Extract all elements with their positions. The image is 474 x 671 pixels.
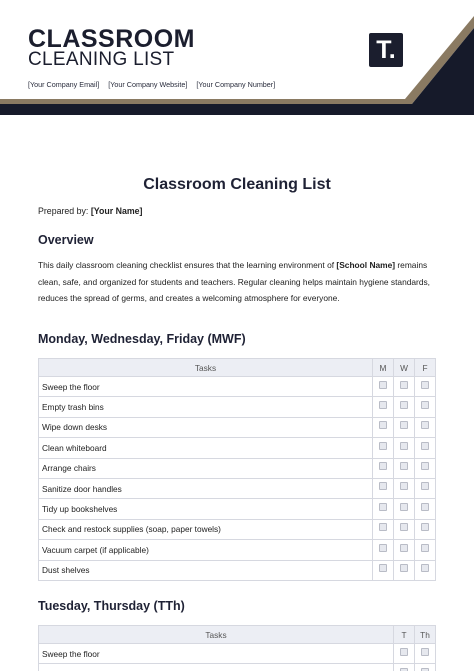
header-title-line1: CLASSROOM xyxy=(28,25,195,53)
mwf-table-body xyxy=(39,377,436,581)
task-checkbox[interactable] xyxy=(379,503,387,511)
checkbox-cell xyxy=(415,397,436,417)
mwf-table xyxy=(38,358,436,581)
table-row xyxy=(39,438,436,458)
task-checkbox[interactable] xyxy=(400,462,408,470)
task-checkbox[interactable] xyxy=(421,401,429,409)
day-column-header: F xyxy=(415,359,436,377)
company-logo: T. xyxy=(369,33,403,67)
task-label xyxy=(39,664,394,671)
table-row xyxy=(39,478,436,498)
task-checkbox[interactable] xyxy=(379,421,387,429)
overview-text-2: remains clean, safe, and organized for students and teachers. Regular cleaning helps maintain hygiene standards, reduces the spread of germs, and creates a welcoming atmosphere for everyone. xyxy=(38,260,431,303)
company-website: [Your Company Website] xyxy=(108,80,188,89)
table-header-row xyxy=(39,359,436,377)
page-header xyxy=(0,0,474,115)
checkbox-cell xyxy=(415,438,436,458)
checkbox-cell xyxy=(373,438,394,458)
company-email: [Your Company Email] xyxy=(28,80,100,89)
checkbox-cell xyxy=(394,377,415,397)
task-checkbox[interactable] xyxy=(400,381,408,389)
checkbox-cell xyxy=(373,417,394,437)
task-checkbox[interactable] xyxy=(379,523,387,531)
table-row xyxy=(39,397,436,417)
checkbox-cell xyxy=(415,417,436,437)
task-label: Empty trash bins xyxy=(39,397,373,417)
checkbox-cell xyxy=(394,458,415,478)
company-number: [Your Company Number] xyxy=(196,80,276,89)
checkbox-cell xyxy=(373,499,394,519)
checkbox-cell xyxy=(373,397,394,417)
task-label: Sanitize door handles xyxy=(39,478,373,498)
task-checkbox[interactable] xyxy=(421,482,429,490)
task-checkbox[interactable] xyxy=(421,462,429,470)
checkbox-cell xyxy=(373,560,394,580)
checkbox-cell xyxy=(415,458,436,478)
checkbox-cell xyxy=(394,478,415,498)
table-row xyxy=(39,499,436,519)
table-row xyxy=(39,560,436,580)
task-checkbox[interactable] xyxy=(379,482,387,490)
task-checkbox[interactable] xyxy=(421,381,429,389)
task-checkbox[interactable] xyxy=(400,564,408,572)
checkbox-cell xyxy=(394,438,415,458)
checkbox-cell xyxy=(415,478,436,498)
task-checkbox[interactable] xyxy=(421,544,429,552)
checkbox-cell xyxy=(394,519,415,539)
task-label: Tidy up bookshelves xyxy=(39,499,373,519)
task-checkbox[interactable] xyxy=(400,401,408,409)
checkbox-cell xyxy=(415,519,436,539)
checkbox-cell xyxy=(394,664,415,671)
mwf-heading: Monday, Wednesday, Friday (MWF) xyxy=(38,332,246,346)
tasks-column-header: Tasks xyxy=(39,359,373,377)
task-checkbox[interactable] xyxy=(379,442,387,450)
overview-heading: Overview xyxy=(38,233,94,247)
task-checkbox[interactable] xyxy=(400,421,408,429)
task-checkbox[interactable] xyxy=(400,544,408,552)
task-checkbox[interactable] xyxy=(400,482,408,490)
prepared-by xyxy=(38,206,142,216)
checkbox-cell xyxy=(373,540,394,560)
task-checkbox[interactable] xyxy=(400,648,408,656)
day-column-header: Th xyxy=(415,626,436,644)
prepared-label: Prepared by: xyxy=(38,206,89,216)
school-name-placeholder: [School Name] xyxy=(336,260,396,270)
task-checkbox[interactable] xyxy=(379,401,387,409)
overview-text-1: This daily classroom cleaning checklist ensures that the learning environment of xyxy=(38,260,337,270)
checkbox-cell xyxy=(394,499,415,519)
task-checkbox[interactable] xyxy=(421,503,429,511)
task-label: Arrange chairs xyxy=(39,458,373,478)
checkbox-cell xyxy=(415,560,436,580)
checkbox-cell xyxy=(415,377,436,397)
checkbox-cell xyxy=(415,664,436,671)
prepared-value: [Your Name] xyxy=(90,206,143,216)
checkbox-cell xyxy=(394,560,415,580)
task-checkbox[interactable] xyxy=(421,648,429,656)
task-checkbox[interactable] xyxy=(379,544,387,552)
checkbox-cell xyxy=(373,478,394,498)
task-label: Clean whiteboard xyxy=(39,438,373,458)
table-header-row xyxy=(39,626,436,644)
task-checkbox[interactable] xyxy=(421,421,429,429)
table-row xyxy=(39,644,436,664)
task-checkbox[interactable] xyxy=(379,381,387,389)
checkbox-cell xyxy=(415,644,436,664)
checkbox-cell xyxy=(394,540,415,560)
table-row xyxy=(39,417,436,437)
checkbox-cell xyxy=(415,499,436,519)
task-label: Vacuum carpet (if applicable) xyxy=(39,540,373,560)
header-contacts xyxy=(28,80,275,89)
checkbox-cell xyxy=(394,417,415,437)
day-column-header: W xyxy=(394,359,415,377)
task-checkbox[interactable] xyxy=(421,523,429,531)
table-row xyxy=(39,377,436,397)
checkbox-cell xyxy=(394,397,415,417)
tth-table-body xyxy=(39,644,436,671)
task-checkbox[interactable] xyxy=(379,564,387,572)
checkbox-cell xyxy=(415,540,436,560)
table-row xyxy=(39,664,436,671)
task-checkbox[interactable] xyxy=(421,442,429,450)
checkbox-cell xyxy=(373,458,394,478)
tth-heading: Tuesday, Thursday (TTh) xyxy=(38,599,185,613)
task-label: Check and restock supplies (soap, paper towels) xyxy=(39,519,373,539)
task-label: Wipe down desks xyxy=(39,417,373,437)
checkbox-cell xyxy=(373,377,394,397)
checkbox-cell xyxy=(394,644,415,664)
document-title: Classroom Cleaning List xyxy=(143,176,331,193)
header-title-line2: CLEANING LIST xyxy=(28,49,175,70)
task-checkbox[interactable] xyxy=(400,503,408,511)
overview-paragraph xyxy=(38,257,438,307)
checkbox-cell xyxy=(373,519,394,539)
table-row xyxy=(39,458,436,478)
task-label: Sweep the floor xyxy=(39,644,394,664)
tasks-column-header: Tasks xyxy=(39,626,394,644)
table-row xyxy=(39,519,436,539)
tth-table xyxy=(38,625,436,671)
task-label: Dust shelves xyxy=(39,560,373,580)
task-label: Sweep the floor xyxy=(39,377,373,397)
task-checkbox[interactable] xyxy=(421,564,429,572)
day-column-header: M xyxy=(373,359,394,377)
table-row xyxy=(39,540,436,560)
task-checkbox[interactable] xyxy=(379,462,387,470)
task-checkbox[interactable] xyxy=(400,442,408,450)
task-checkbox[interactable] xyxy=(400,523,408,531)
day-column-header: T xyxy=(394,626,415,644)
